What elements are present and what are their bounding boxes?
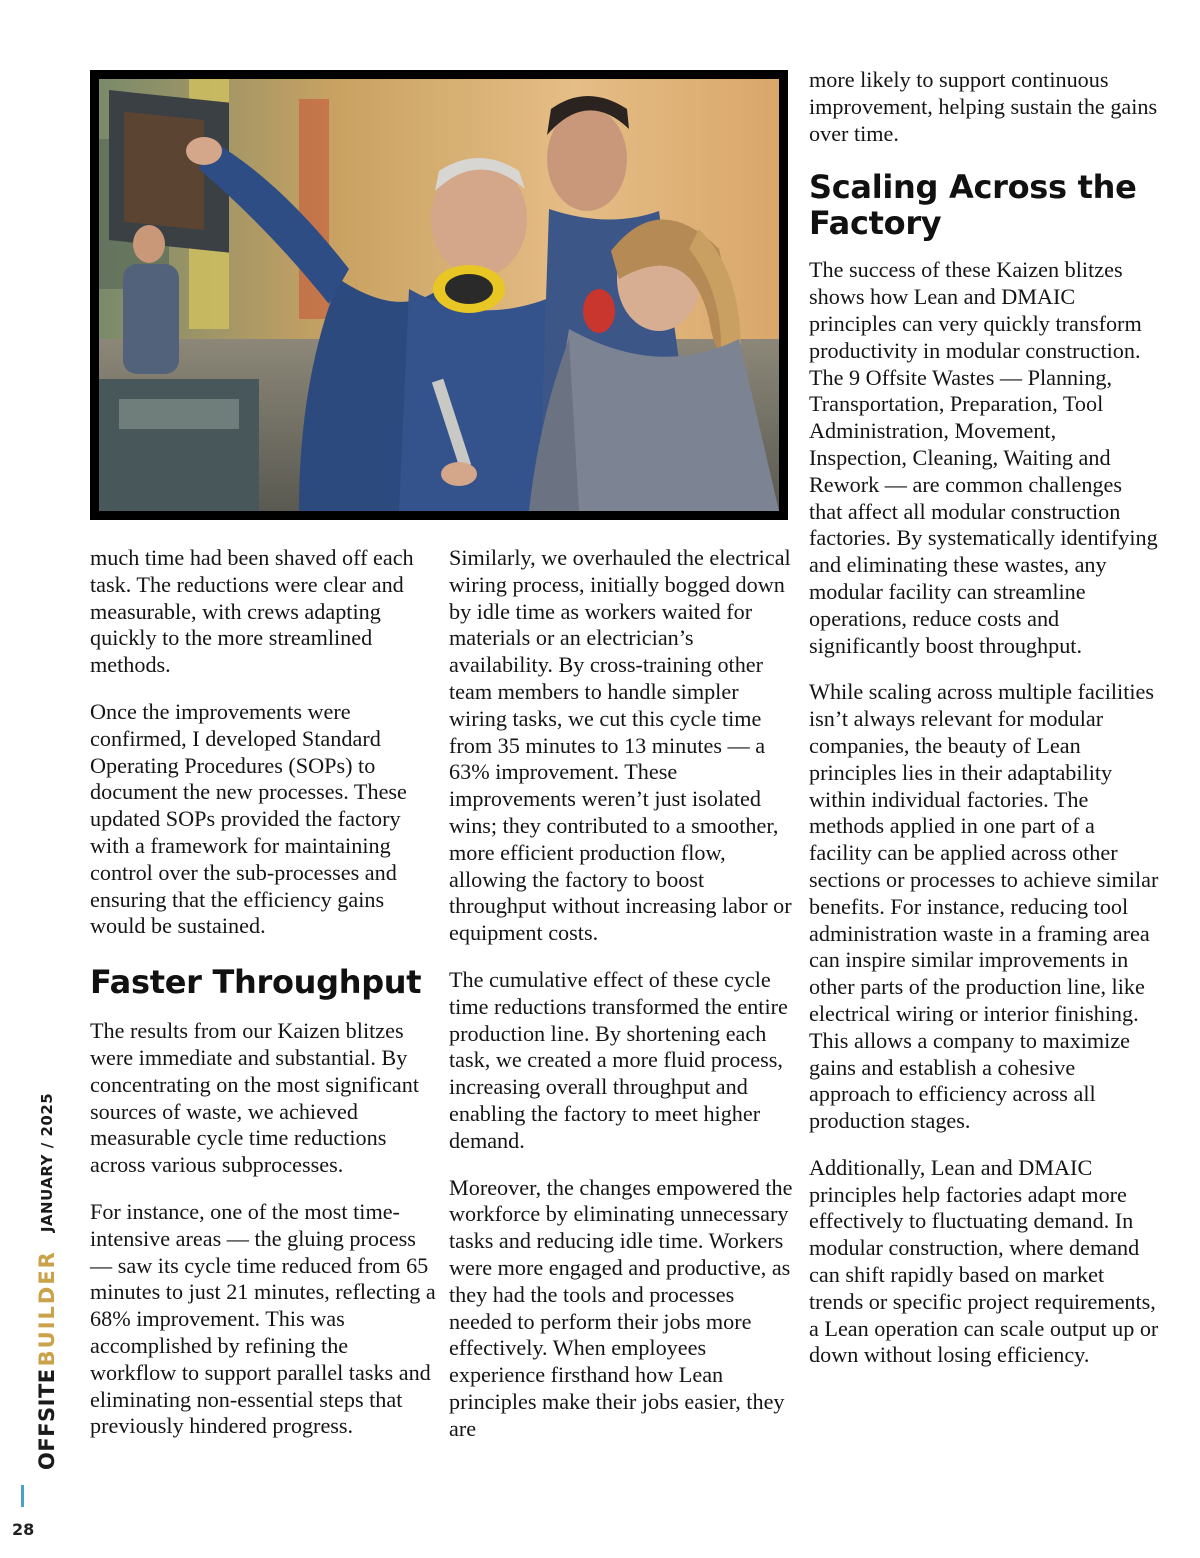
article-column-1	[90, 545, 436, 1440]
page-number: 28	[12, 1520, 35, 1539]
brand-offsite: OFFSITE	[35, 1368, 59, 1470]
folio-sidebar	[18, 1092, 59, 1470]
section-heading-faster-throughput: Faster Throughput	[90, 963, 422, 1002]
paragraph: Once the improvements were confirmed, I developed Standard Operating Procedures (SOPs) to document the new processes. These updated SOPs provided the factory with a framework for maintaining control over the sub-processes and ensuring that the efficiency gains would be sustained.	[90, 698, 407, 939]
paragraph: Similarly, we overhauled the electrical wiring process, initially bogged down by idle time as workers waited for materials or an electrician’s availability. By cross-training other team members to handle simpler wiring tasks, we cut this cycle time from 35 minutes to 13 minutes — a 63% improvement. These improvements weren’t just isolated wins; they contributed to a smoother, more efficient production flow, allowing the factory to boost throughput without increasing labor or equipment costs.	[449, 545, 792, 946]
folio-text	[33, 1093, 61, 1470]
paragraph: The results from our Kaizen blitzes were immediate and substantial. By concentrating on the most significant sources of waste, we achieved measurable cycle time reductions across various subprocesses.	[90, 1018, 420, 1178]
article-photo	[90, 70, 788, 520]
paragraph: The cumulative effect of these cycle time reductions transformed the entire production line. By shortening each task, we created a more fluid process, increasing overall throughput and enabling the factory to meet higher demand.	[449, 966, 788, 1153]
article-column-3	[809, 67, 1159, 1369]
section-heading-scaling: Scaling Across the Factory	[809, 168, 1137, 243]
paragraph: Moreover, the changes empowered the workforce by eliminating unnecessary tasks and reducing idle time. Workers were more engaged and productive, as they had the tools and processes needed to perform their jobs more effectively. When employees experience firsthand how Lean principles make their jobs easier, they are	[449, 1174, 793, 1441]
factory-workers-image	[99, 79, 779, 511]
brand-builder: BUILDER	[35, 1250, 59, 1367]
article-column-2	[449, 545, 794, 1443]
paragraph: more likely to support continuous improvement, helping sustain the gains over time.	[809, 67, 1158, 146]
paragraph: The success of these Kaizen blitzes shows how Lean and DMAIC principles can very quickly transform productivity in modular construction. The 9 Offsite Wastes — Planning, Transportation, Preparation, Tool Administration, Movement, Inspection, Cleaning, Waiting and Rework — are common challenges that affect all modular construction factories. By systematically identifying and eliminating these wastes, any modular facility can streamline operations, reduce costs and significantly boost throughput.	[809, 257, 1158, 658]
paragraph: While scaling across multiple facilities isn’t always relevant for modular companies, the beauty of Lean principles lies in their adaptability within individual factories. The methods applied in one part of a facility can be applied across other sections or processes to achieve similar benefits. For instance, reducing tool administration waste in a framing area can inspire similar improvements in other parts of the production line, like electrical wiring or interior finishing. This allows a company to maximize gains and establish a cohesive approach to efficiency across all production stages.	[809, 679, 1159, 1134]
paragraph: Additionally, Lean and DMAIC principles help factories adapt more effectively to fluctuating demand. In modular construction, where demand can shift rapidly based on market trends or specific project requirements, a Lean operation can scale output up or down without losing efficiency.	[809, 1154, 1159, 1368]
paragraph: For instance, one of the most time-intensive areas — the gluing process — saw its cycle time reduced from 65 minutes to just 21 minutes, reflecting a 68% improvement. This was accomplished by refining the workflow to support parallel tasks and eliminating non-essential steps that previously hindered progress.	[90, 1198, 436, 1439]
paragraph: much time had been shaved off each task. The reductions were clear and measurable, with crews adapting quickly to the more streamlined methods.	[90, 545, 414, 678]
accent-rule	[21, 1485, 24, 1507]
issue-date: JANUARY / 2025	[38, 1092, 56, 1233]
